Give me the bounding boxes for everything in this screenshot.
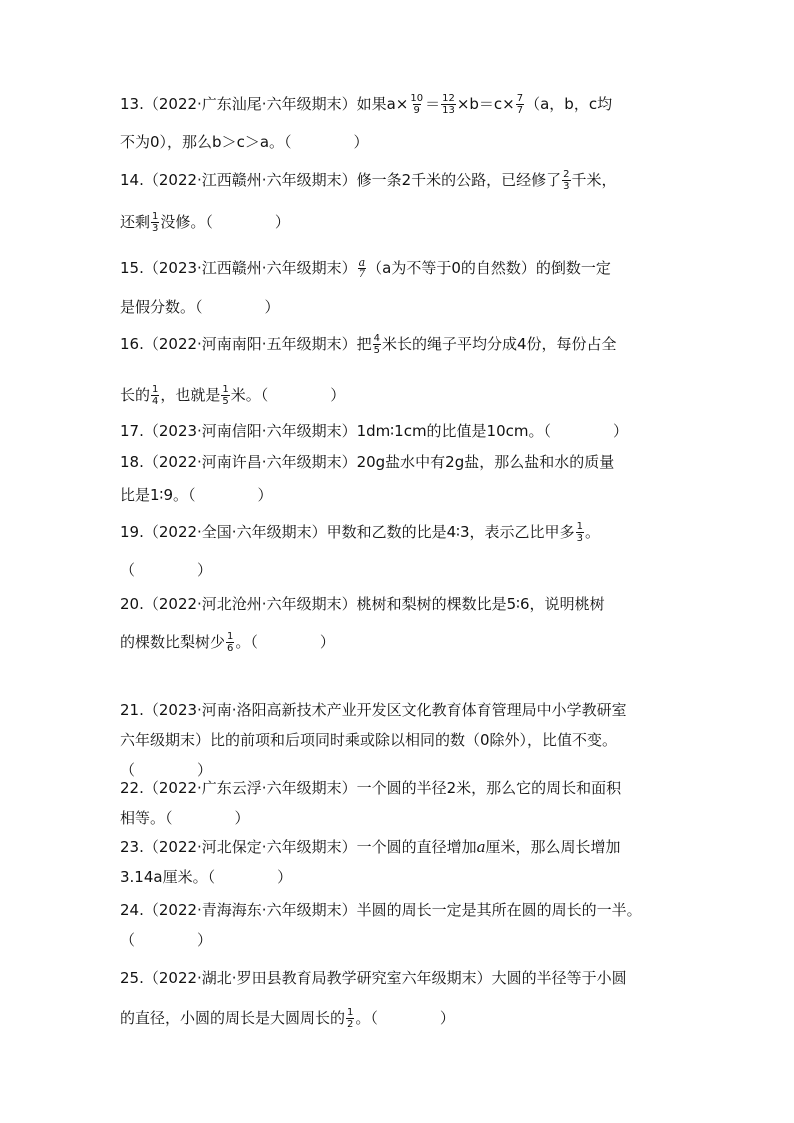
question-text: ） <box>264 298 280 316</box>
fraction <box>151 384 159 407</box>
question-text: 长的 <box>120 386 151 404</box>
fraction-denominator: 5 <box>222 395 229 407</box>
question-text: （a为不等于0的自然数）的倒数一定 <box>367 259 611 277</box>
question-text: （a，b，c均 <box>525 95 613 113</box>
question-line <box>120 835 680 859</box>
fraction-numerator: 1 <box>222 383 229 395</box>
question-number: 21. <box>120 701 144 719</box>
fraction-numerator: a <box>358 255 366 269</box>
question-line <box>120 1006 680 1030</box>
question-text: （ <box>120 561 136 579</box>
question-text: 没修。（ <box>160 213 213 231</box>
question-text: ） <box>353 133 369 151</box>
fraction-numerator: 1 <box>152 210 159 222</box>
question-number: 16. <box>120 335 144 353</box>
question-number: 23. <box>120 838 144 856</box>
question-text: 厘米，那么周长增加 <box>485 838 621 856</box>
question-text: ） <box>197 561 213 579</box>
question-text: ×b＝c× <box>456 95 515 113</box>
question-text: 米长的绳子平均分成4份，每份占全 <box>381 335 617 353</box>
question-line <box>120 383 680 407</box>
question-text: （2022·青海海东·六年级期末）半圆的周长一定是其所在圆的周长的一半。 <box>143 901 642 919</box>
question-text: ） <box>197 761 213 779</box>
question-number: 19. <box>120 523 144 541</box>
question-number: 15. <box>120 259 144 277</box>
question-line <box>120 592 680 616</box>
fraction <box>358 257 367 280</box>
question-text: （2022·广东云浮·六年级期末）一个圆的半径2米，那么它的周长和面积 <box>143 779 622 797</box>
question-text: 千米， <box>571 171 617 189</box>
question-text: （2022·河南南阳·五年级期末）把 <box>143 335 372 353</box>
question-text: ） <box>613 422 629 440</box>
fraction-denominator: 9 <box>413 104 420 116</box>
question-line <box>120 928 680 952</box>
fraction-denominator: 7 <box>358 268 366 280</box>
fraction-numerator: 1 <box>227 630 234 642</box>
question-line <box>120 776 680 800</box>
fraction-denominator: 7 <box>516 104 524 116</box>
question-line <box>120 630 680 654</box>
fraction <box>516 93 524 116</box>
variable-symbol: a <box>476 838 486 856</box>
question-text: 。 <box>584 523 600 541</box>
fraction <box>221 384 229 407</box>
question-line <box>120 806 680 830</box>
fraction-denominator: 3 <box>563 180 570 192</box>
question-line <box>120 168 680 192</box>
question-text: 相等。（ <box>120 809 173 827</box>
question-text: ） <box>330 386 346 404</box>
fraction <box>441 93 456 116</box>
question-line <box>120 966 680 990</box>
fraction-denominator: 6 <box>227 642 234 654</box>
question-line <box>120 92 680 116</box>
question-text: ＝ <box>425 95 441 113</box>
fraction-numerator: 1 <box>152 383 159 395</box>
question-line <box>120 130 680 154</box>
question-text: （ <box>120 931 136 949</box>
question-line <box>120 256 680 280</box>
question-line <box>120 898 680 922</box>
question-text: 六年级期末）比的前项和后项同时乘或除以相同的数（0除外），比值不变。 <box>120 731 618 749</box>
fraction <box>373 333 381 356</box>
fraction-denominator: 4 <box>152 395 159 407</box>
question-text: （2022·河南许昌·六年级期末）20g盐水中有2g盐，那么盐和水的质量 <box>143 453 615 471</box>
fraction <box>151 211 159 234</box>
question-text: 是假分数。（ <box>120 298 203 316</box>
fraction-denominator: 3 <box>576 532 583 544</box>
fraction <box>409 93 424 116</box>
question-text: 的直径，小圆的周长是大圆周长的 <box>120 1009 346 1027</box>
question-text: 不为0），那么b＞c＞a。（ <box>120 133 292 151</box>
question-line <box>120 728 680 752</box>
question-line <box>120 450 680 474</box>
question-text: 的棵数比梨树少 <box>120 633 226 651</box>
question-text: ） <box>274 213 290 231</box>
question-number: 13. <box>120 95 144 113</box>
fraction <box>576 521 584 544</box>
question-line <box>120 295 680 319</box>
question-text: （2023·河南·洛阳高新技术产业开发区文化教育体育管理局中小学教研室 <box>143 701 627 719</box>
question-text: （2022·河北保定·六年级期末）一个圆的直径增加 <box>143 838 477 856</box>
question-text: 3.14a厘米。（ <box>120 868 216 886</box>
fraction-denominator: 3 <box>152 222 159 234</box>
question-text: （2022·河北沧州·六年级期末）桃树和梨树的棵数比是5∶6，说明桃树 <box>143 595 605 613</box>
question-text: ） <box>319 633 335 651</box>
question-text: 。（ <box>355 1009 378 1027</box>
question-line <box>120 558 680 582</box>
fraction-numerator: 1 <box>347 1006 354 1018</box>
question-number: 22. <box>120 779 144 797</box>
question-text: ） <box>197 931 213 949</box>
fraction-numerator: 12 <box>442 92 455 104</box>
question-line <box>120 483 680 507</box>
question-number: 17. <box>120 422 144 440</box>
fraction <box>226 631 234 654</box>
question-text: 比是1∶9。（ <box>120 486 196 504</box>
question-number: 18. <box>120 453 144 471</box>
fraction-numerator: 1 <box>576 520 583 532</box>
question-text: ） <box>277 868 293 886</box>
fraction-numerator: 7 <box>516 92 524 104</box>
question-text: （2023·河南信阳·六年级期末）1dm∶1cm的比值是10cm。（ <box>143 422 551 440</box>
fraction-numerator: 2 <box>563 168 570 180</box>
fraction-numerator: 4 <box>373 332 380 344</box>
fraction-numerator: 10 <box>410 92 424 104</box>
question-number: 14. <box>120 171 144 189</box>
question-line <box>120 210 680 234</box>
question-text: 还剩 <box>120 213 151 231</box>
question-text: 。（ <box>235 633 258 651</box>
question-line <box>120 419 680 443</box>
question-text: （2022·江西赣州·六年级期末）修一条2千米的公路，已经修了 <box>143 171 562 189</box>
question-line <box>120 865 680 889</box>
question-text: （2022·广东汕尾·六年级期末）如果a× <box>143 95 409 113</box>
question-text: 米。（ <box>230 386 269 404</box>
question-line <box>120 698 680 722</box>
question-text: ） <box>234 809 250 827</box>
question-text: ） <box>257 486 273 504</box>
fraction-denominator: 5 <box>373 344 380 356</box>
fraction <box>562 169 570 192</box>
question-text: ） <box>439 1009 455 1027</box>
question-line <box>120 332 680 356</box>
fraction-denominator: 2 <box>347 1018 354 1030</box>
question-line <box>120 520 680 544</box>
question-text: （2022·全国·六年级期末）甲数和乙数的比是4∶3，表示乙比甲多 <box>143 523 575 541</box>
question-text: （2023·江西赣州·六年级期末） <box>143 259 357 277</box>
question-text: （ <box>120 761 136 779</box>
question-text: （2022·湖北·罗田县教育局教学研究室六年级期末）大圆的半径等于小圆 <box>143 969 627 987</box>
fraction <box>346 1007 354 1030</box>
question-text: ，也就是 <box>160 386 221 404</box>
question-number: 20. <box>120 595 144 613</box>
fraction-denominator: 13 <box>442 104 455 116</box>
question-number: 25. <box>120 969 144 987</box>
question-number: 24. <box>120 901 144 919</box>
